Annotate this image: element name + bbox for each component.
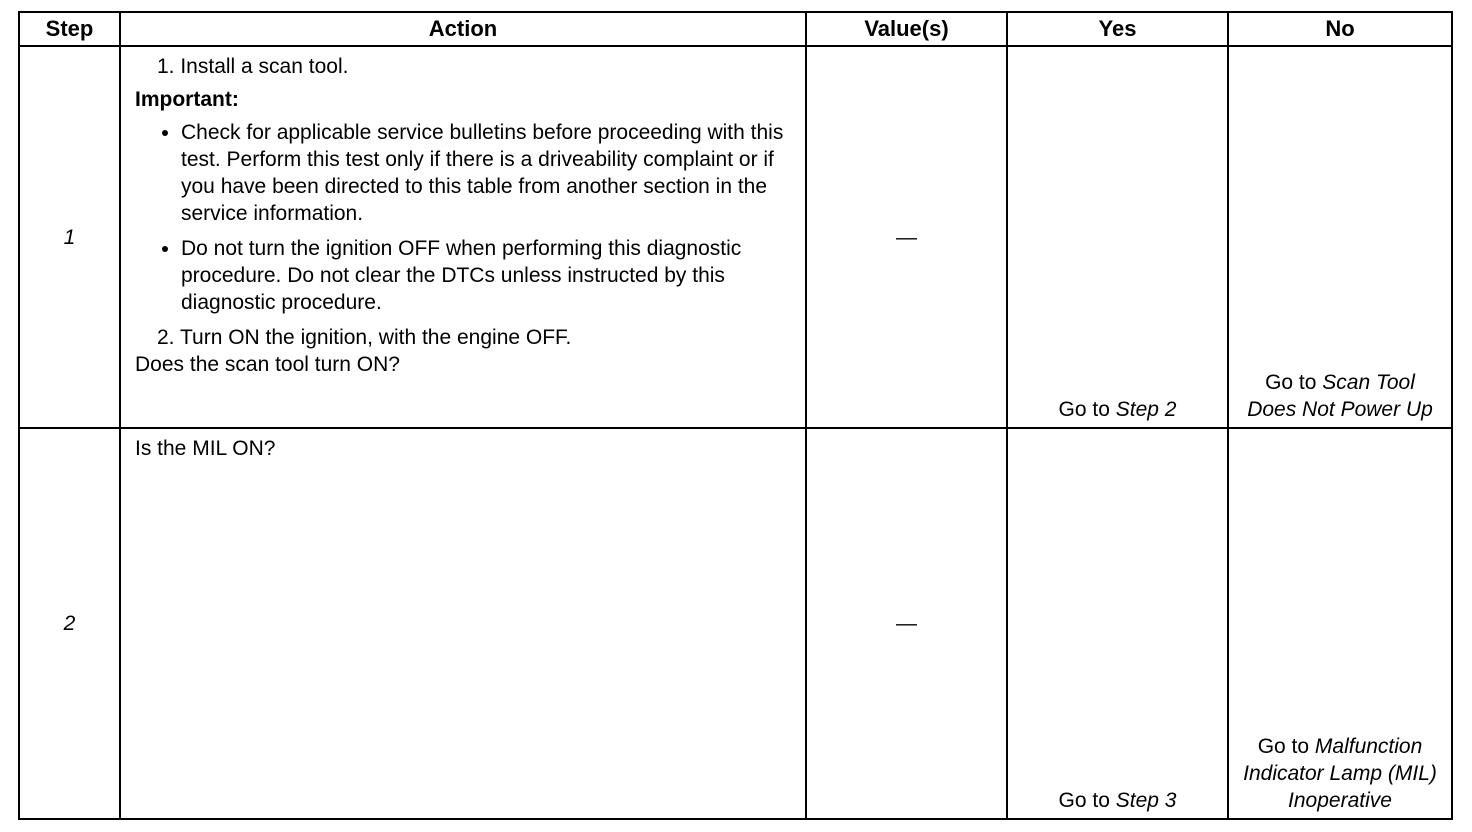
- no-prefix: Go to: [1257, 735, 1315, 758]
- action-cell: [120, 428, 806, 819]
- header-no: No: [1228, 12, 1452, 46]
- action-step-item: 2. Turn ON the ignition, with the engine OFF.: [157, 326, 572, 349]
- yes-prefix: Go to: [1058, 789, 1116, 812]
- header-yes: Yes: [1007, 12, 1228, 46]
- header-action: Action: [120, 12, 806, 46]
- table-row-step-2: [19, 428, 1452, 819]
- value-dash: —: [896, 225, 917, 249]
- action-step-item: 1. Install a scan tool.: [157, 55, 349, 78]
- no-cell: [1228, 46, 1452, 428]
- header-values: Value(s): [806, 12, 1007, 46]
- value-cell: [806, 46, 1007, 428]
- header-row: [19, 12, 1452, 46]
- action-question: Is the MIL ON?: [135, 437, 276, 460]
- value-dash: —: [896, 612, 917, 635]
- action-cell: [120, 46, 806, 428]
- header-step: Step: [19, 12, 120, 46]
- action-question: Does the scan tool turn ON?: [135, 353, 400, 376]
- yes-prefix: Go to: [1058, 398, 1116, 421]
- bullet-item: • Check for applicable service bulletins before proceeding with this test. Perform this test only if there is a driveability complaint or if you have been directed to this table from another section in the service information.: [181, 119, 797, 227]
- yes-link[interactable]: Step 3: [1115, 789, 1177, 812]
- no-cell: [1228, 428, 1452, 819]
- step-number: 2: [19, 428, 120, 819]
- bullet-item: • Do not turn the ignition OFF when performing this diagnostic procedure. Do not clear the DTCs unless instructed by this diagnostic procedure.: [181, 235, 797, 316]
- no-link[interactable]: Malfunction Indicator Lamp (MIL) Inoperative: [1243, 735, 1437, 812]
- table-row-step-1: [19, 46, 1452, 428]
- important-label: Important:: [135, 88, 239, 111]
- no-prefix: Go to: [1265, 371, 1323, 394]
- yes-link[interactable]: Step 2: [1115, 398, 1177, 421]
- yes-cell: [1007, 46, 1228, 428]
- value-cell: [806, 428, 1007, 819]
- no-link[interactable]: Scan Tool Does Not Power Up: [1247, 371, 1433, 421]
- diagnostic-table: [18, 11, 1453, 820]
- yes-cell: [1007, 428, 1228, 819]
- step-number: 1: [19, 46, 120, 428]
- important-bullets: [159, 119, 797, 316]
